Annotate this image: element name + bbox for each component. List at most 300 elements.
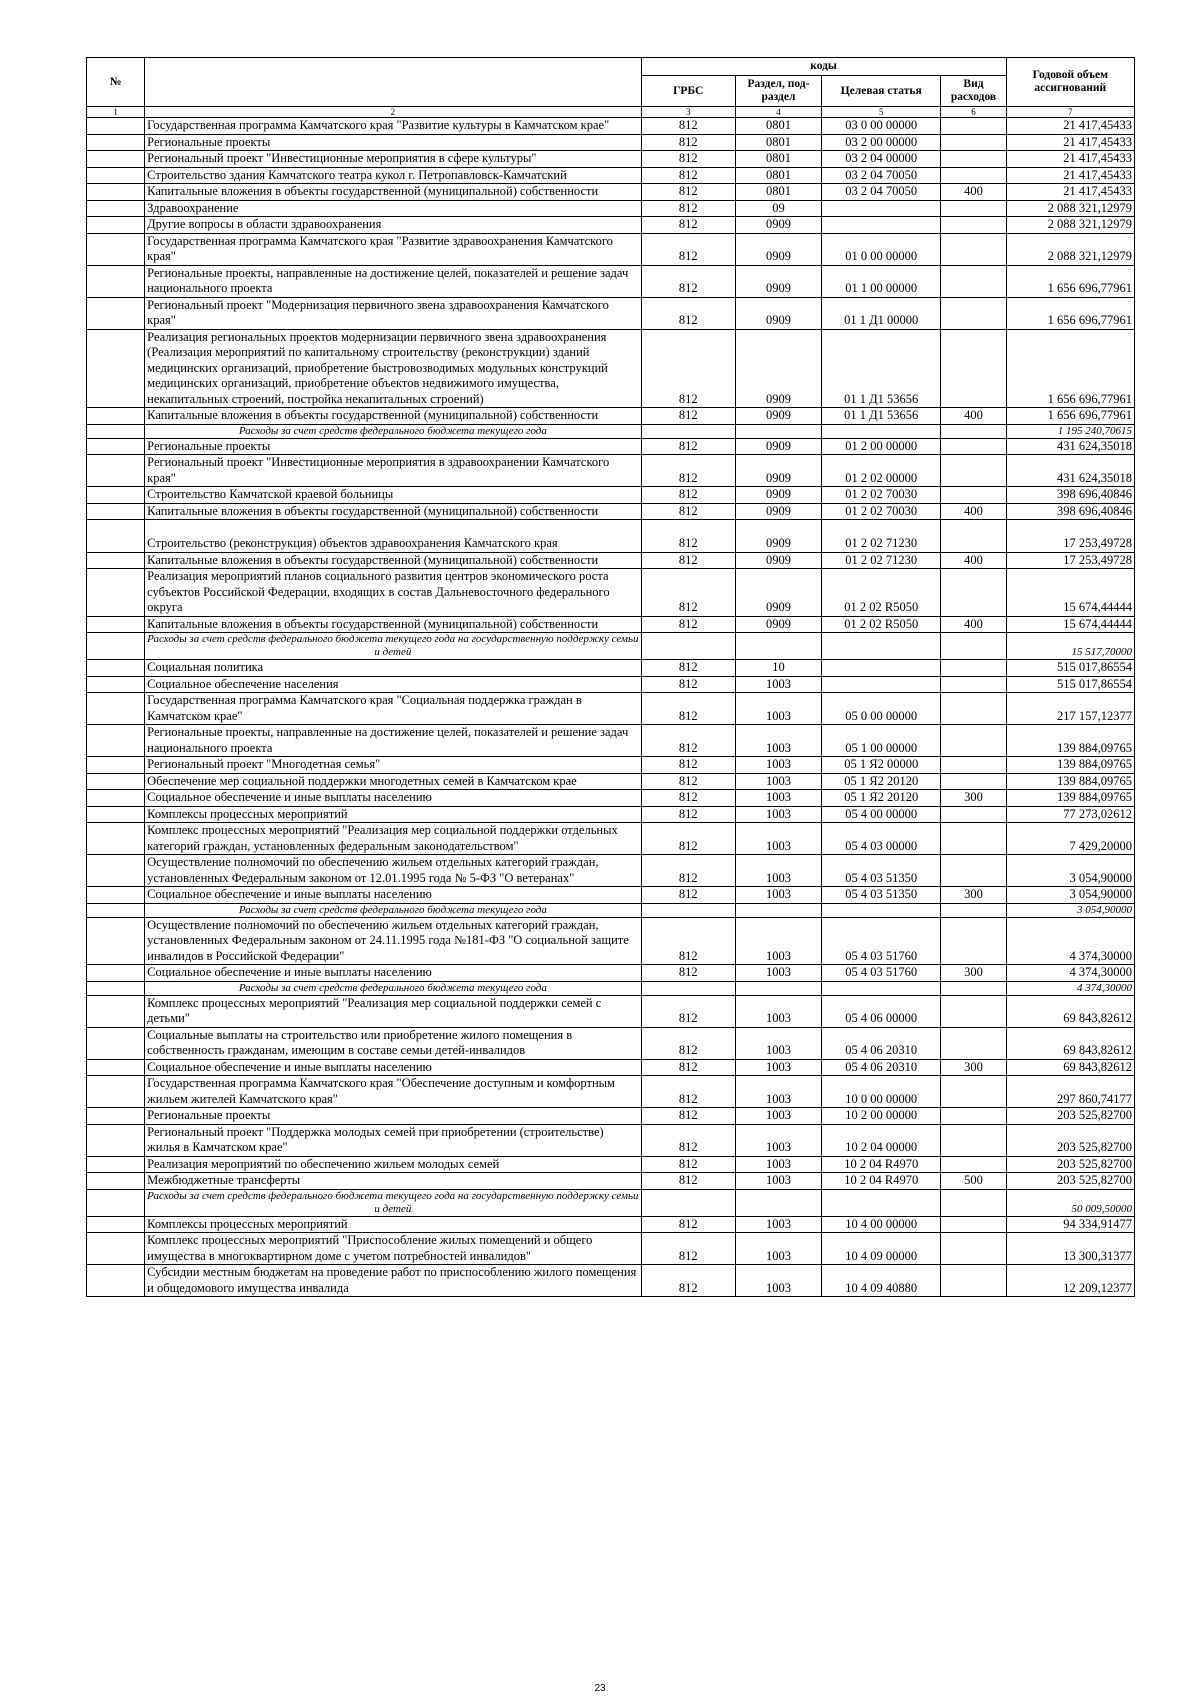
row-cs-cell: 03 0 00 00000 bbox=[822, 118, 941, 135]
row-razdel-cell: 0909 bbox=[735, 217, 821, 234]
row-grbs-cell: 812 bbox=[641, 118, 735, 135]
row-grbs-cell: 812 bbox=[641, 1027, 735, 1059]
row-num-cell bbox=[87, 660, 145, 677]
row-vid-cell bbox=[941, 995, 1006, 1027]
row-amount-cell: 3 054,90000 bbox=[1006, 855, 1134, 887]
row-grbs-cell: 812 bbox=[641, 693, 735, 725]
row-amount-cell: 1 656 696,77961 bbox=[1006, 408, 1134, 425]
table-row bbox=[87, 995, 1135, 1027]
row-razdel-cell: 1003 bbox=[735, 757, 821, 774]
row-num-cell bbox=[87, 823, 145, 855]
row-amount-cell: 21 417,45433 bbox=[1006, 167, 1134, 184]
row-vid-cell: 400 bbox=[941, 184, 1006, 201]
row-vid-cell: 300 bbox=[941, 887, 1006, 904]
row-amount-cell: 139 884,09765 bbox=[1006, 725, 1134, 757]
table-row bbox=[87, 233, 1135, 265]
row-grbs-cell: 812 bbox=[641, 917, 735, 965]
row-num-cell bbox=[87, 134, 145, 151]
row-cs-cell: 05 4 06 20310 bbox=[822, 1027, 941, 1059]
row-amount-cell: 69 843,82612 bbox=[1006, 1027, 1134, 1059]
table-row bbox=[87, 1076, 1135, 1108]
row-name-cell: Социальное обеспечение и иные выплаты населению bbox=[145, 790, 641, 807]
row-razdel-cell: 1003 bbox=[735, 823, 821, 855]
row-vid-cell bbox=[941, 233, 1006, 265]
row-razdel-cell: 1003 bbox=[735, 1059, 821, 1076]
table-row bbox=[87, 757, 1135, 774]
row-cs-cell: 05 1 00 00000 bbox=[822, 725, 941, 757]
row-razdel-cell: 1003 bbox=[735, 1265, 821, 1297]
row-cs-cell: 05 4 00 00000 bbox=[822, 806, 941, 823]
row-num-cell bbox=[87, 424, 145, 438]
row-grbs-cell: 812 bbox=[641, 438, 735, 455]
row-name-cell: Обеспечение мер социальной поддержки многодетных семей в Камчатском крае bbox=[145, 773, 641, 790]
row-vid-cell bbox=[941, 725, 1006, 757]
row-grbs-cell bbox=[641, 981, 735, 995]
row-name-cell: Расходы за счет средств федерального бюджета текущего года bbox=[145, 903, 641, 917]
row-num-cell bbox=[87, 995, 145, 1027]
index-cell: 6 bbox=[941, 107, 1006, 118]
row-name-cell: Другие вопросы в области здравоохранения bbox=[145, 217, 641, 234]
table-row bbox=[87, 1156, 1135, 1173]
header-vid: Вид расходов bbox=[941, 76, 1006, 107]
row-num-cell bbox=[87, 455, 145, 487]
index-cell: 1 bbox=[87, 107, 145, 118]
row-grbs-cell: 812 bbox=[641, 757, 735, 774]
row-name-cell: Региональные проекты bbox=[145, 134, 641, 151]
row-grbs-cell: 812 bbox=[641, 487, 735, 504]
row-num-cell bbox=[87, 233, 145, 265]
table-row bbox=[87, 660, 1135, 677]
row-amount-cell: 15 517,70000 bbox=[1006, 633, 1134, 660]
table-row bbox=[87, 167, 1135, 184]
row-cs-cell: 10 4 00 00000 bbox=[822, 1216, 941, 1233]
row-cs-cell: 01 2 02 70030 bbox=[822, 503, 941, 520]
row-grbs-cell: 812 bbox=[641, 569, 735, 617]
table-row bbox=[87, 823, 1135, 855]
table-row bbox=[87, 693, 1135, 725]
note-row bbox=[87, 424, 1135, 438]
row-vid-cell bbox=[941, 633, 1006, 660]
table-row bbox=[87, 676, 1135, 693]
row-razdel-cell bbox=[735, 633, 821, 660]
row-num-cell bbox=[87, 329, 145, 408]
row-razdel-cell: 0909 bbox=[735, 265, 821, 297]
row-cs-cell: 10 2 00 00000 bbox=[822, 1108, 941, 1125]
row-name-cell: Комплекс процессных мероприятий "Реализация мер социальной поддержки отдельных категорий граждан, установленных федеральным законодательством" bbox=[145, 823, 641, 855]
row-cs-cell bbox=[822, 660, 941, 677]
row-name-cell: Социальное обеспечение и иные выплаты населению bbox=[145, 965, 641, 982]
row-name-cell: Реализация региональных проектов модернизации первичного звена здравоохранения (Реализация мероприятий по капитальному строительству (реконструкции) зданий медицинских организаций, приобретение быстровозводимых модульных конструкций медицинских организаций, приобретение объектов недвижимого имущества, некапитальных строений, постройка некапитальных строений) bbox=[145, 329, 641, 408]
row-name-cell: Государственная программа Камчатского края "Социальная поддержка граждан в Камчатском крае" bbox=[145, 693, 641, 725]
row-amount-cell: 21 417,45433 bbox=[1006, 184, 1134, 201]
row-cs-cell: 10 2 04 00000 bbox=[822, 1124, 941, 1156]
row-name-cell: Социальные выплаты на строительство или приобретение жилого помещения в собственность гражданам, имеющим в составе семьи детей-инвалидов bbox=[145, 1027, 641, 1059]
row-vid-cell bbox=[941, 917, 1006, 965]
row-amount-cell: 21 417,45433 bbox=[1006, 134, 1134, 151]
row-amount-cell: 139 884,09765 bbox=[1006, 773, 1134, 790]
row-num-cell bbox=[87, 676, 145, 693]
table-row bbox=[87, 965, 1135, 982]
row-vid-cell bbox=[941, 520, 1006, 553]
table-row bbox=[87, 887, 1135, 904]
row-num-cell bbox=[87, 503, 145, 520]
table-row bbox=[87, 184, 1135, 201]
table-row bbox=[87, 552, 1135, 569]
row-grbs-cell: 812 bbox=[641, 995, 735, 1027]
row-amount-cell: 15 674,44444 bbox=[1006, 616, 1134, 633]
row-razdel-cell bbox=[735, 903, 821, 917]
row-num-cell bbox=[87, 520, 145, 553]
row-vid-cell bbox=[941, 1027, 1006, 1059]
header-razdel: Раздел, под-раздел bbox=[735, 76, 821, 107]
row-vid-cell bbox=[941, 134, 1006, 151]
row-grbs-cell: 812 bbox=[641, 1076, 735, 1108]
row-num-cell bbox=[87, 1156, 145, 1173]
row-amount-cell: 1 656 696,77961 bbox=[1006, 297, 1134, 329]
table-row bbox=[87, 297, 1135, 329]
row-num-cell bbox=[87, 887, 145, 904]
row-vid-cell bbox=[941, 151, 1006, 168]
table-row bbox=[87, 487, 1135, 504]
row-name-cell: Межбюджетные трансферты bbox=[145, 1173, 641, 1190]
row-razdel-cell: 0909 bbox=[735, 552, 821, 569]
row-name-cell: Региональные проекты, направленные на достижение целей, показателей и решение задач национального проекта bbox=[145, 725, 641, 757]
header-celevaya: Целевая статья bbox=[822, 76, 941, 107]
header-codes: коды bbox=[641, 58, 1006, 76]
row-name-cell: Расходы за счет средств федерального бюджета текущего года на государственную поддержку семьи и детей bbox=[145, 633, 641, 660]
row-vid-cell bbox=[941, 455, 1006, 487]
row-num-cell bbox=[87, 1173, 145, 1190]
row-vid-cell bbox=[941, 806, 1006, 823]
row-amount-cell: 4 374,30000 bbox=[1006, 917, 1134, 965]
row-name-cell: Государственная программа Камчатского края "Обеспечение доступным и комфортным жильем жителей Камчатского края" bbox=[145, 1076, 641, 1108]
row-name-cell: Капитальные вложения в объекты государственной (муниципальной) собственности bbox=[145, 408, 641, 425]
row-name-cell: Строительство Камчатской краевой больницы bbox=[145, 487, 641, 504]
row-razdel-cell: 0909 bbox=[735, 329, 821, 408]
row-razdel-cell: 1003 bbox=[735, 1216, 821, 1233]
row-num-cell bbox=[87, 1265, 145, 1297]
index-cell: 5 bbox=[822, 107, 941, 118]
row-grbs-cell: 812 bbox=[641, 1265, 735, 1297]
row-name-cell: Здравоохранение bbox=[145, 200, 641, 217]
row-cs-cell: 01 1 00 00000 bbox=[822, 265, 941, 297]
row-amount-cell: 1 195 240,70615 bbox=[1006, 424, 1134, 438]
row-amount-cell: 69 843,82612 bbox=[1006, 1059, 1134, 1076]
row-name-cell: Социальное обеспечение и иные выплаты населению bbox=[145, 1059, 641, 1076]
row-num-cell bbox=[87, 118, 145, 135]
row-vid-cell bbox=[941, 981, 1006, 995]
table-row bbox=[87, 569, 1135, 617]
row-name-cell: Комплексы процессных мероприятий bbox=[145, 806, 641, 823]
row-grbs-cell: 812 bbox=[641, 965, 735, 982]
row-num-cell bbox=[87, 693, 145, 725]
row-name-cell: Региональный проект "Инвестиционные мероприятия в здравоохранении Камчатского края" bbox=[145, 455, 641, 487]
index-row bbox=[87, 107, 1135, 118]
row-cs-cell: 01 2 02 70030 bbox=[822, 487, 941, 504]
row-num-cell bbox=[87, 1233, 145, 1265]
row-grbs-cell: 812 bbox=[641, 855, 735, 887]
table-row bbox=[87, 1173, 1135, 1190]
table-row bbox=[87, 217, 1135, 234]
row-vid-cell bbox=[941, 1233, 1006, 1265]
table-row bbox=[87, 1108, 1135, 1125]
table-row bbox=[87, 1059, 1135, 1076]
row-num-cell bbox=[87, 1027, 145, 1059]
row-name-cell: Государственная программа Камчатского края "Развитие здравоохранения Камчатского края" bbox=[145, 233, 641, 265]
header-row-top bbox=[87, 58, 1135, 76]
table-row bbox=[87, 773, 1135, 790]
row-grbs-cell: 812 bbox=[641, 265, 735, 297]
table-row bbox=[87, 1027, 1135, 1059]
row-razdel-cell: 1003 bbox=[735, 693, 821, 725]
row-razdel-cell bbox=[735, 981, 821, 995]
row-amount-cell: 2 088 321,12979 bbox=[1006, 217, 1134, 234]
row-cs-cell bbox=[822, 981, 941, 995]
row-name-cell: Субсидии местным бюджетам на проведение работ по приспособлению жилого помещения и общедомового имущества инвалида bbox=[145, 1265, 641, 1297]
row-cs-cell: 01 2 02 71230 bbox=[822, 520, 941, 553]
row-amount-cell: 203 525,82700 bbox=[1006, 1173, 1134, 1190]
note-row bbox=[87, 633, 1135, 660]
row-razdel-cell: 1003 bbox=[735, 1156, 821, 1173]
row-grbs-cell: 812 bbox=[641, 329, 735, 408]
row-grbs-cell: 812 bbox=[641, 1216, 735, 1233]
row-name-cell: Комплекс процессных мероприятий "Реализация мер социальной поддержки семей с детьми" bbox=[145, 995, 641, 1027]
row-razdel-cell: 0909 bbox=[735, 438, 821, 455]
header-amount: Годовой объем ассигнований bbox=[1006, 58, 1134, 107]
row-name-cell: Региональный проект "Многодетная семья" bbox=[145, 757, 641, 774]
row-vid-cell bbox=[941, 757, 1006, 774]
row-grbs-cell: 812 bbox=[641, 134, 735, 151]
row-grbs-cell: 812 bbox=[641, 823, 735, 855]
row-razdel-cell: 1003 bbox=[735, 676, 821, 693]
row-grbs-cell: 812 bbox=[641, 1156, 735, 1173]
table-row bbox=[87, 1216, 1135, 1233]
row-amount-cell: 217 157,12377 bbox=[1006, 693, 1134, 725]
row-cs-cell: 01 2 02 71230 bbox=[822, 552, 941, 569]
row-vid-cell bbox=[941, 1156, 1006, 1173]
row-cs-cell: 05 1 Я2 20120 bbox=[822, 773, 941, 790]
row-cs-cell: 01 1 Д1 53656 bbox=[822, 408, 941, 425]
note-row bbox=[87, 1189, 1135, 1216]
row-razdel-cell: 0909 bbox=[735, 503, 821, 520]
row-amount-cell: 515 017,86554 bbox=[1006, 676, 1134, 693]
row-amount-cell: 431 624,35018 bbox=[1006, 438, 1134, 455]
row-amount-cell: 21 417,45433 bbox=[1006, 118, 1134, 135]
row-name-cell: Расходы за счет средств федерального бюджета текущего года bbox=[145, 981, 641, 995]
row-vid-cell bbox=[941, 823, 1006, 855]
row-num-cell bbox=[87, 790, 145, 807]
note-row bbox=[87, 903, 1135, 917]
row-name-cell: Региональные проекты bbox=[145, 438, 641, 455]
row-vid-cell bbox=[941, 329, 1006, 408]
row-vid-cell bbox=[941, 118, 1006, 135]
row-vid-cell bbox=[941, 1189, 1006, 1216]
row-cs-cell: 05 4 06 20310 bbox=[822, 1059, 941, 1076]
row-grbs-cell: 812 bbox=[641, 217, 735, 234]
row-amount-cell: 50 009,50000 bbox=[1006, 1189, 1134, 1216]
row-vid-cell bbox=[941, 438, 1006, 455]
header-name bbox=[145, 58, 641, 107]
row-cs-cell: 05 4 03 51350 bbox=[822, 855, 941, 887]
row-cs-cell: 01 2 02 R5050 bbox=[822, 616, 941, 633]
index-cell: 7 bbox=[1006, 107, 1134, 118]
row-amount-cell: 17 253,49728 bbox=[1006, 552, 1134, 569]
row-grbs-cell: 812 bbox=[641, 1233, 735, 1265]
row-cs-cell bbox=[822, 633, 941, 660]
row-num-cell bbox=[87, 1189, 145, 1216]
row-name-cell: Государственная программа Камчатского края "Развитие культуры в Камчатском крае" bbox=[145, 118, 641, 135]
row-cs-cell bbox=[822, 424, 941, 438]
row-cs-cell: 05 4 06 00000 bbox=[822, 995, 941, 1027]
table-row bbox=[87, 151, 1135, 168]
row-vid-cell bbox=[941, 487, 1006, 504]
row-vid-cell: 400 bbox=[941, 408, 1006, 425]
row-cs-cell bbox=[822, 676, 941, 693]
row-name-cell: Расходы за счет средств федерального бюджета текущего года на государственную поддержку семьи и детей bbox=[145, 1189, 641, 1216]
row-grbs-cell: 812 bbox=[641, 297, 735, 329]
row-name-cell: Региональный проект "Поддержка молодых семей при приобретении (строительстве) жилья в Камчатском крае" bbox=[145, 1124, 641, 1156]
row-amount-cell: 13 300,31377 bbox=[1006, 1233, 1134, 1265]
row-cs-cell: 10 4 09 40880 bbox=[822, 1265, 941, 1297]
row-razdel-cell: 1003 bbox=[735, 995, 821, 1027]
row-name-cell: Региональный проект "Инвестиционные мероприятия в сфере культуры" bbox=[145, 151, 641, 168]
row-grbs-cell: 812 bbox=[641, 455, 735, 487]
row-grbs-cell: 812 bbox=[641, 887, 735, 904]
row-name-cell: Реализация мероприятий планов социального развития центров экономического роста субъектов Российской Федерации, входящих в состав Дальневосточного федерального округа bbox=[145, 569, 641, 617]
row-amount-cell: 69 843,82612 bbox=[1006, 995, 1134, 1027]
row-num-cell bbox=[87, 1108, 145, 1125]
row-razdel-cell: 0801 bbox=[735, 134, 821, 151]
row-num-cell bbox=[87, 297, 145, 329]
row-grbs-cell: 812 bbox=[641, 773, 735, 790]
row-amount-cell: 2 088 321,12979 bbox=[1006, 233, 1134, 265]
row-grbs-cell: 812 bbox=[641, 1124, 735, 1156]
row-vid-cell: 500 bbox=[941, 1173, 1006, 1190]
row-cs-cell bbox=[822, 1189, 941, 1216]
row-grbs-cell bbox=[641, 424, 735, 438]
row-razdel-cell: 0909 bbox=[735, 520, 821, 553]
row-name-cell: Капитальные вложения в объекты государственной (муниципальной) собственности bbox=[145, 616, 641, 633]
row-vid-cell bbox=[941, 1216, 1006, 1233]
row-amount-cell: 139 884,09765 bbox=[1006, 790, 1134, 807]
row-razdel-cell: 0909 bbox=[735, 616, 821, 633]
row-vid-cell bbox=[941, 1108, 1006, 1125]
row-num-cell bbox=[87, 725, 145, 757]
row-amount-cell: 12 209,12377 bbox=[1006, 1265, 1134, 1297]
row-num-cell bbox=[87, 408, 145, 425]
row-cs-cell: 05 1 Я2 00000 bbox=[822, 757, 941, 774]
row-amount-cell: 203 525,82700 bbox=[1006, 1108, 1134, 1125]
row-num-cell bbox=[87, 184, 145, 201]
row-num-cell bbox=[87, 965, 145, 982]
row-amount-cell: 4 374,30000 bbox=[1006, 981, 1134, 995]
row-grbs-cell: 812 bbox=[641, 790, 735, 807]
table-row bbox=[87, 917, 1135, 965]
row-cs-cell bbox=[822, 903, 941, 917]
row-razdel-cell: 0909 bbox=[735, 408, 821, 425]
row-amount-cell: 17 253,49728 bbox=[1006, 520, 1134, 553]
row-razdel-cell: 0909 bbox=[735, 455, 821, 487]
row-vid-cell bbox=[941, 297, 1006, 329]
table-row bbox=[87, 1233, 1135, 1265]
row-grbs-cell bbox=[641, 1189, 735, 1216]
row-grbs-cell: 812 bbox=[641, 616, 735, 633]
index-cell: 4 bbox=[735, 107, 821, 118]
row-grbs-cell: 812 bbox=[641, 1108, 735, 1125]
row-cs-cell: 05 4 03 00000 bbox=[822, 823, 941, 855]
table-row bbox=[87, 520, 1135, 553]
row-vid-cell: 300 bbox=[941, 790, 1006, 807]
row-num-cell bbox=[87, 633, 145, 660]
table-row bbox=[87, 1265, 1135, 1297]
row-cs-cell: 03 2 04 70050 bbox=[822, 184, 941, 201]
row-razdel-cell: 0909 bbox=[735, 487, 821, 504]
row-grbs-cell: 812 bbox=[641, 503, 735, 520]
row-name-cell: Комплекс процессных мероприятий "Приспособление жилых помещений и общего имущества в многоквартирном доме с учетом потребностей инвалидов" bbox=[145, 1233, 641, 1265]
row-num-cell bbox=[87, 903, 145, 917]
row-razdel-cell: 1003 bbox=[735, 1124, 821, 1156]
table-row bbox=[87, 806, 1135, 823]
row-vid-cell bbox=[941, 855, 1006, 887]
row-amount-cell: 94 334,91477 bbox=[1006, 1216, 1134, 1233]
row-cs-cell: 10 0 00 00000 bbox=[822, 1076, 941, 1108]
row-grbs-cell: 812 bbox=[641, 1173, 735, 1190]
row-name-cell: Строительство здания Камчатского театра кукол г. Петропавловск-Камчатский bbox=[145, 167, 641, 184]
row-cs-cell: 01 2 00 00000 bbox=[822, 438, 941, 455]
row-cs-cell: 05 4 03 51760 bbox=[822, 965, 941, 982]
row-name-cell: Социальное обеспечение населения bbox=[145, 676, 641, 693]
row-razdel-cell: 0801 bbox=[735, 118, 821, 135]
header-num: № bbox=[87, 58, 145, 107]
row-razdel-cell: 0909 bbox=[735, 297, 821, 329]
row-cs-cell: 03 2 00 00000 bbox=[822, 134, 941, 151]
row-razdel-cell: 10 bbox=[735, 660, 821, 677]
row-num-cell bbox=[87, 217, 145, 234]
row-razdel-cell bbox=[735, 424, 821, 438]
row-name-cell: Осуществление полномочий по обеспечению жильем отдельных категорий граждан, установленных Федеральным законом от 24.11.1995 года №181-ФЗ "О социальной защите инвалидов в Российской Федерации" bbox=[145, 917, 641, 965]
row-vid-cell bbox=[941, 693, 1006, 725]
row-num-cell bbox=[87, 1076, 145, 1108]
row-num-cell bbox=[87, 1059, 145, 1076]
row-grbs-cell: 812 bbox=[641, 725, 735, 757]
row-razdel-cell: 1003 bbox=[735, 773, 821, 790]
row-amount-cell: 398 696,40846 bbox=[1006, 487, 1134, 504]
row-num-cell bbox=[87, 438, 145, 455]
table-row bbox=[87, 616, 1135, 633]
row-name-cell: Социальное обеспечение и иные выплаты населению bbox=[145, 887, 641, 904]
table-row bbox=[87, 438, 1135, 455]
row-num-cell bbox=[87, 1124, 145, 1156]
row-razdel-cell: 0801 bbox=[735, 184, 821, 201]
row-amount-cell: 3 054,90000 bbox=[1006, 887, 1134, 904]
row-cs-cell bbox=[822, 200, 941, 217]
row-num-cell bbox=[87, 806, 145, 823]
row-num-cell bbox=[87, 917, 145, 965]
row-vid-cell bbox=[941, 1076, 1006, 1108]
row-cs-cell: 05 4 03 51350 bbox=[822, 887, 941, 904]
index-cell: 2 bbox=[145, 107, 641, 118]
row-name-cell: Социальная политика bbox=[145, 660, 641, 677]
table-row bbox=[87, 134, 1135, 151]
row-razdel-cell: 1003 bbox=[735, 1173, 821, 1190]
row-vid-cell: 400 bbox=[941, 503, 1006, 520]
row-vid-cell bbox=[941, 773, 1006, 790]
row-razdel-cell: 1003 bbox=[735, 806, 821, 823]
table-row bbox=[87, 455, 1135, 487]
row-num-cell bbox=[87, 200, 145, 217]
row-vid-cell: 400 bbox=[941, 616, 1006, 633]
row-num-cell bbox=[87, 569, 145, 617]
